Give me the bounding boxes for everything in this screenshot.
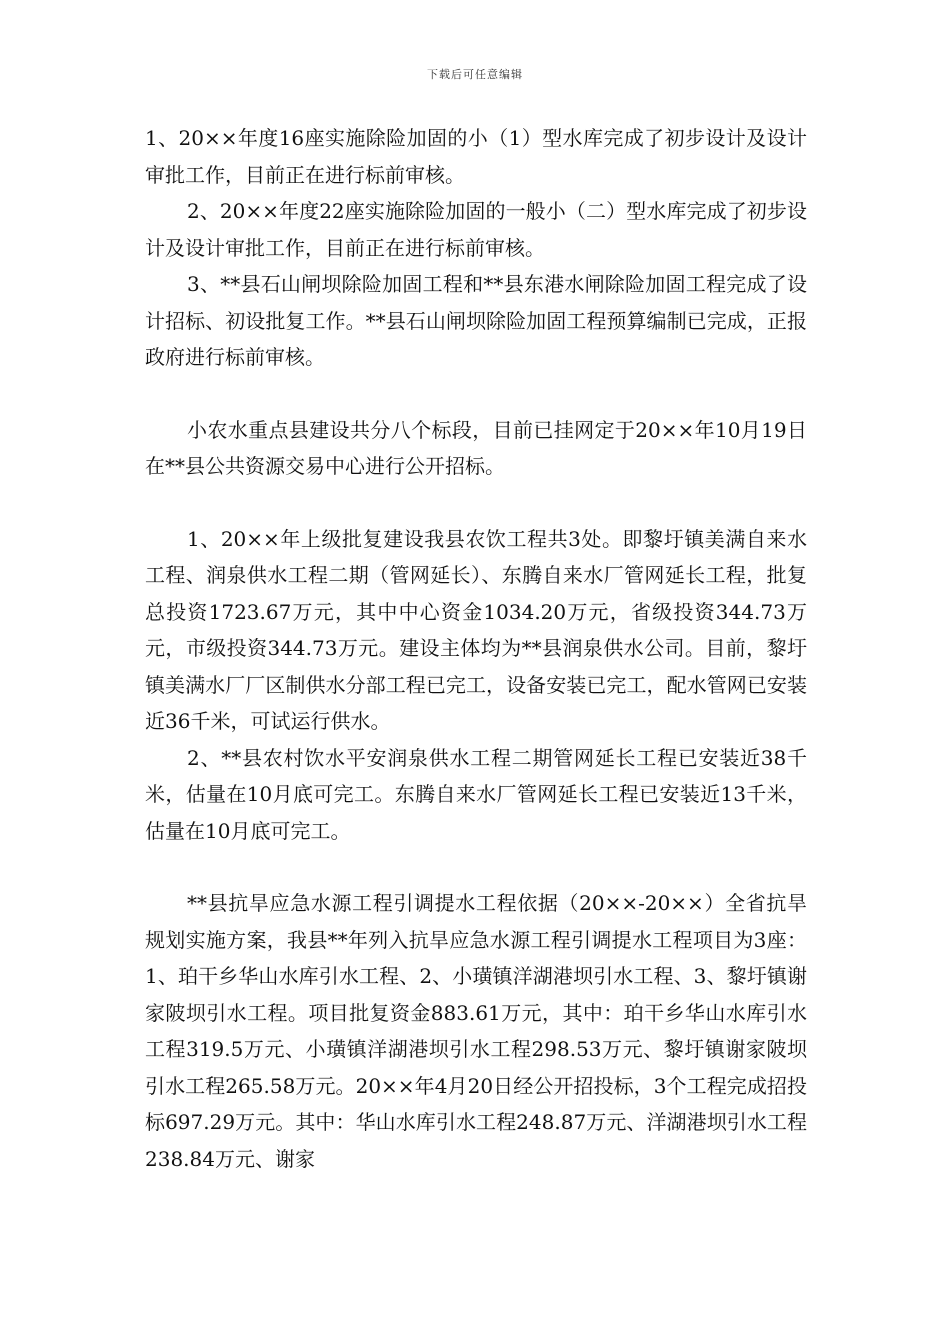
- section-reservoir-reinforcement: [145, 120, 807, 376]
- paragraph: 3、**县石山闸坝除险加固工程和**县东港水闸除险加固工程完成了设计招标、初设批复工作。**县石山闸坝除险加固工程预算编制已完成，正报政府进行标前审核。: [145, 272, 807, 369]
- section-gap: [145, 376, 807, 412]
- paragraph: 1、20××年上级批复建设我县农饮工程共3处。即黎圩镇美满自来水工程、润泉供水工程二期（管网延长）、东腾自来水厂管网延长工程，批复总投资1723.67万元，其中中心资金1034.20万元，省级投资344.73万元，市级投资344.73万元。建设主体均为**县润泉供水公司。目前，黎圩镇美满水厂厂区制供水分部工程已完工，设备安装已完工，配水管网已安装近36千米，可试运行供水。: [145, 526, 807, 733]
- page-header: 下载后可任意编辑: [427, 68, 523, 81]
- paragraph: 2、**县农村饮水平安润泉供水工程二期管网延长工程已安装近38千米，估量在10月底可完工。东腾自来水厂管网延长工程已安装近13千米，估量在10月底可完工。: [145, 745, 807, 843]
- paragraph: 2、20××年度22座实施除险加固的一般小（二）型水库完成了初步设计及设计审批工作，目前正在进行标前审核。: [145, 199, 807, 260]
- section-small-irrigation: [145, 412, 807, 485]
- paragraph: 1、20××年度16座实施除险加固的小（1）型水库完成了初步设计及设计审批工作，目前正在进行标前审核。: [145, 126, 807, 187]
- document-body: [145, 120, 807, 1177]
- section-gap: [145, 485, 807, 521]
- section-drought-emergency: [145, 885, 807, 1177]
- section-gap: [145, 849, 807, 885]
- paragraph: 小农水重点县建设共分八个标段，目前已挂网定于20××年10月19日在**县公共资源交易中心进行公开招标。: [145, 417, 807, 478]
- section-rural-water-supply: [145, 521, 807, 850]
- paragraph: **县抗旱应急水源工程引调提水工程依据（20××-20××）全省抗旱规划实施方案，我县**年列入抗旱应急水源工程引调提水工程项目为3座：1、珀干乡华山水库引水工程、2、小璜镇洋湖港坝引水工程、3、黎圩镇谢家陂坝引水工程。项目批复资金883.61万元，其中：珀干乡华山水库引水工程319.5万元、小璜镇洋湖港坝引水工程298.53万元、黎圩镇谢家陂坝引水工程265.58万元。20××年4月20日经公开招投标，3个工程完成招投标697.29万元。其中：华山水库引水工程248.87万元、洋湖港坝引水工程238.84万元、谢家: [145, 891, 807, 1171]
